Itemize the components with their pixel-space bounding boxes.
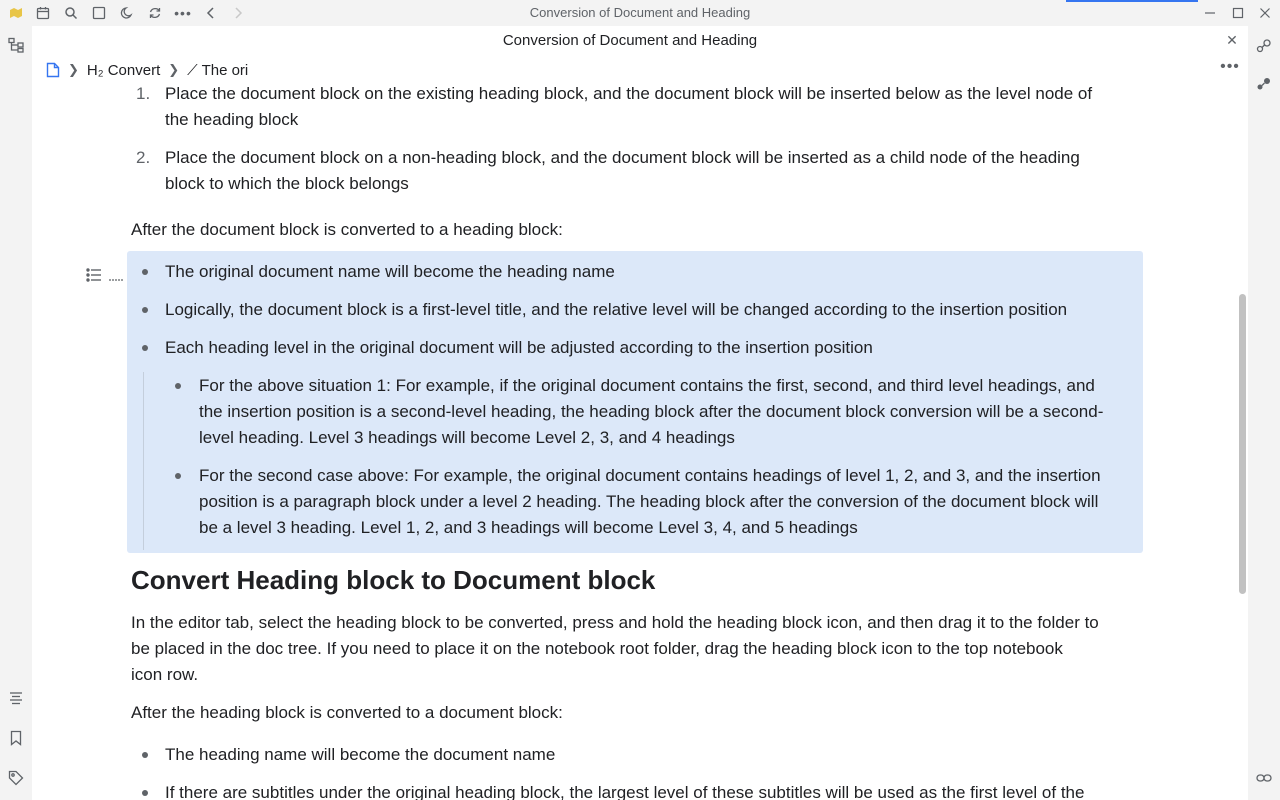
paragraph: In the editor tab, select the heading block to be converted, press and hold the heading block icon, and then drag it to the folder to <box>131 613 1099 632</box>
close-tab-button[interactable]: ✕ <box>1226 32 1238 48</box>
chevron-right-icon: ❯ <box>68 62 79 77</box>
maximize-button[interactable] <box>1228 3 1248 23</box>
editor-panel <box>32 26 1248 800</box>
graph-icon[interactable] <box>1254 36 1274 56</box>
more-icon[interactable]: ••• <box>174 5 192 21</box>
bullet <box>142 345 148 351</box>
breadcrumb-item-heading[interactable]: H₂ Convert <box>86 61 161 79</box>
paragraph: After the document block is converted to a heading block: <box>131 220 563 239</box>
chevron-right-icon: ❯ <box>168 62 180 77</box>
nested-list-item: For the second case above: For example, the original document contains headings of level 1, 2, and 3, and the insertion <box>199 466 1101 485</box>
bookmark-icon[interactable] <box>6 728 26 748</box>
backlinks-icon[interactable] <box>1254 768 1274 788</box>
nested-list-guide <box>143 372 144 550</box>
more-options-icon[interactable]: ••• <box>1220 58 1240 75</box>
paragraph: After the heading block is converted to a document block: <box>131 703 563 722</box>
nested-list-item-cont: level heading. Level 3 headings will become Level 2, 3, and 4 headings <box>199 428 735 447</box>
list-item: If there are subtitles under the original heading block, the largest level of these subtitles will be used as the first level of the <box>165 783 1085 800</box>
nested-list-item-cont: be a level 3 heading. Level 1, 2, and 3 headings will become Level 3, 4, and 5 headings <box>199 518 858 537</box>
list-item: Place the document block on a non-heading block, and the document block will be inserted as a child node of the heading <box>165 148 1080 167</box>
tab-title: Conversion of Document and Heading <box>502 32 758 49</box>
outline-icon[interactable] <box>6 688 26 708</box>
tag-icon[interactable] <box>6 768 26 788</box>
block-gutter <box>86 264 124 290</box>
window-title: Conversion of Document and Heading <box>529 5 751 20</box>
bullet <box>142 752 148 758</box>
bullet <box>175 383 181 389</box>
paragraph-cont: icon row. <box>131 665 199 684</box>
bullet <box>142 307 148 313</box>
minimize-button[interactable] <box>1200 3 1220 23</box>
left-dock <box>0 26 32 800</box>
list-item: Place the document block on the existing heading block, and the document block will be inserted below as the level node of <box>165 84 1093 103</box>
bullet <box>175 473 181 479</box>
breadcrumb <box>46 60 248 80</box>
list-number: 2. <box>136 148 151 167</box>
list-item: The heading name will become the document name <box>165 745 556 764</box>
list-item: Logically, the document block is a first-level title, and the relative level will be changed according to the insertion position <box>165 300 1068 319</box>
section-heading: Convert Heading block to Document block <box>131 565 656 595</box>
list-item: Each heading level in the original document will be adjusted according to the insertion position <box>165 338 873 357</box>
nested-list-item: For the above situation 1: For example, if the original document contains the first, second, and third level headings, and <box>199 376 1095 395</box>
list-number: 1. <box>136 84 151 103</box>
nested-list-item-cont: the insertion position is a second-level heading, the heading block after the document block conversion will be a second- <box>199 402 1104 421</box>
title-bar <box>0 0 1280 26</box>
active-indicator <box>1066 0 1198 2</box>
list-block-icon[interactable] <box>86 264 102 290</box>
block-dash-icon[interactable] <box>108 264 124 290</box>
global-graph-icon[interactable] <box>1254 74 1274 94</box>
document-icon[interactable] <box>46 62 60 78</box>
nested-list-item-cont: position is a paragraph block under a level 2 heading. The heading block after the conversion of the document block will <box>199 492 1099 511</box>
vertical-scrollbar[interactable] <box>1239 294 1246 594</box>
list-item-cont: block to which the block belongs <box>165 174 409 193</box>
breadcrumb-item-list[interactable]: ⟋ The ori <box>187 61 249 79</box>
bullet <box>142 269 148 275</box>
close-window-button[interactable] <box>1255 3 1275 23</box>
bullet <box>142 790 148 796</box>
file-tree-icon[interactable] <box>6 35 26 55</box>
right-dock <box>1248 26 1280 800</box>
list-item-cont: the heading block <box>165 110 299 129</box>
paragraph-cont: be placed in the doc tree. If you need to place it on the notebook root folder, drag the heading block icon to the top notebook <box>131 639 1063 658</box>
list-item: The original document name will become the heading name <box>165 262 615 281</box>
